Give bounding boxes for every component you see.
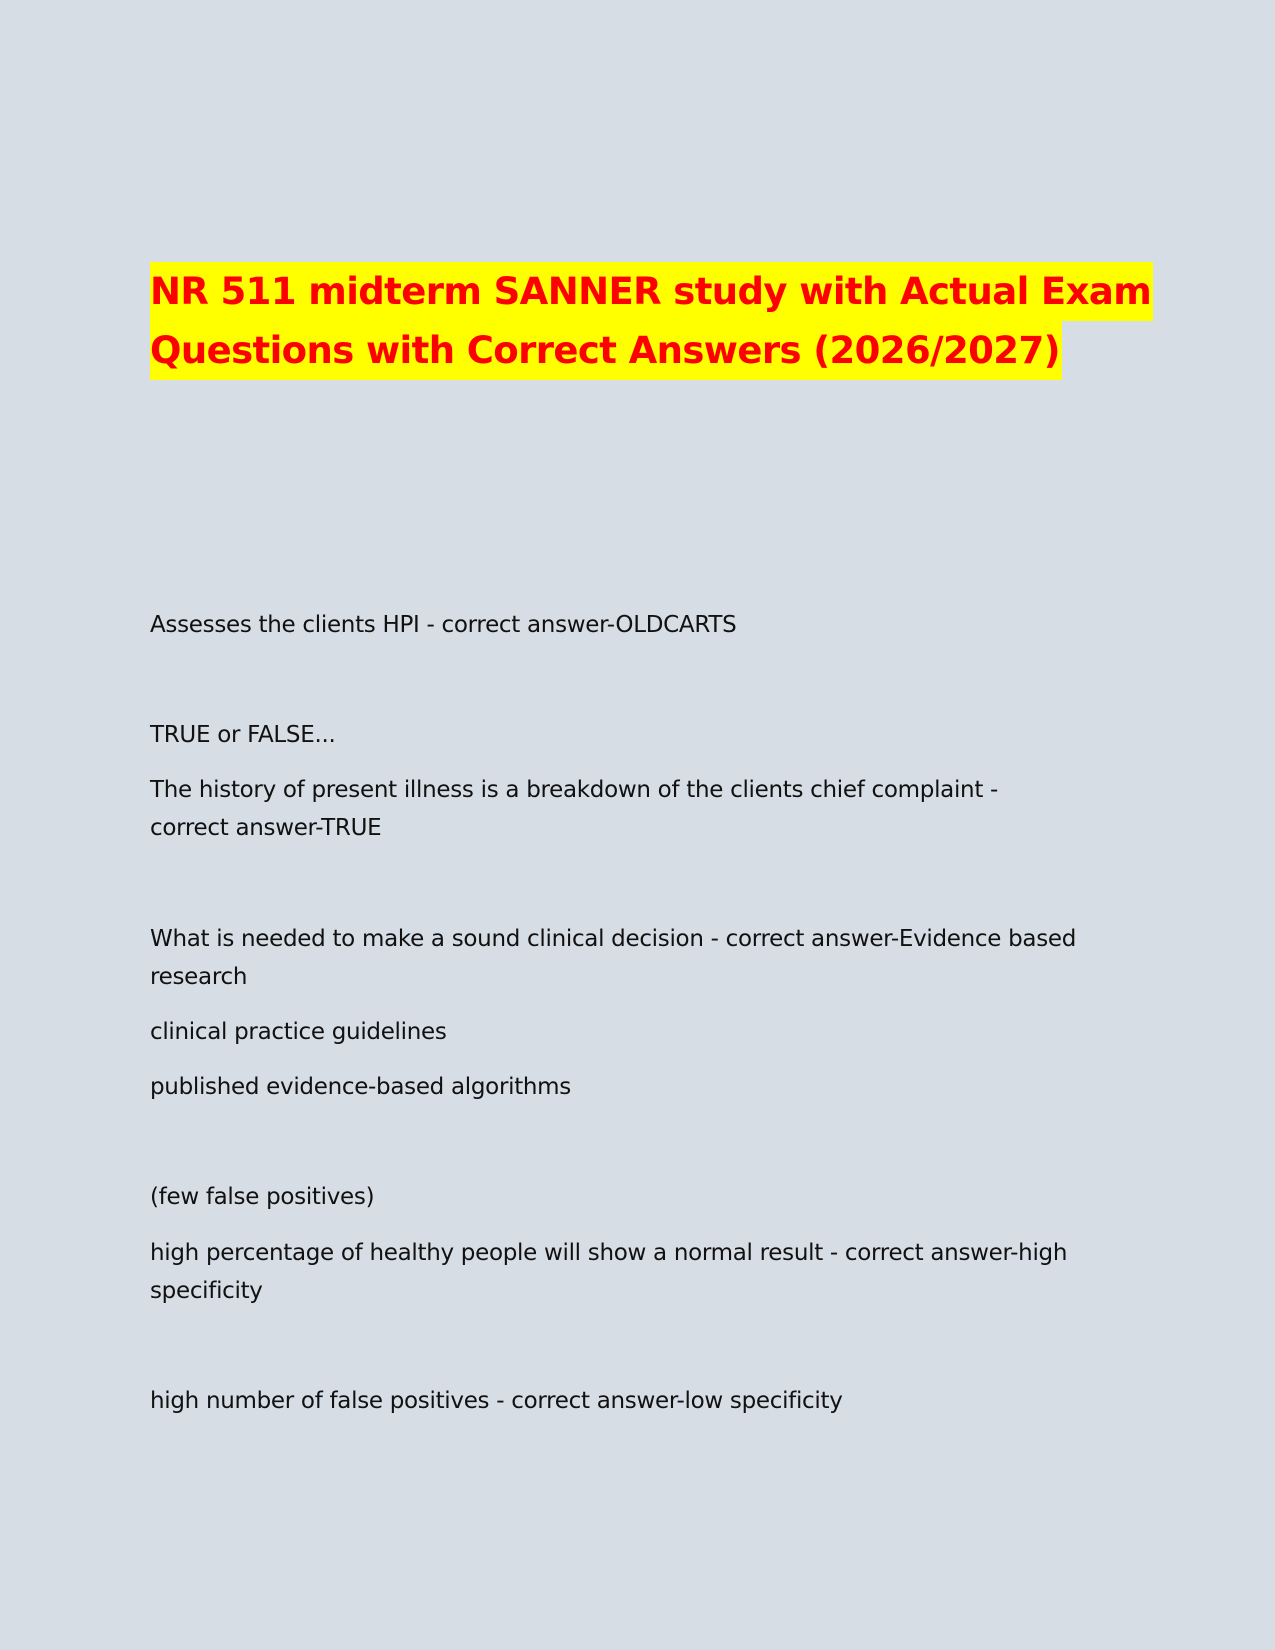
paragraph-clinical-decision-line-1: What is needed to make a sound clinical decision - correct answer-Evidence based bbox=[150, 926, 1077, 952]
paragraph-true-false: TRUE or FALSE... bbox=[150, 722, 336, 748]
title-line-2: Questions with Correct Answers (2026/2027) bbox=[150, 321, 1062, 380]
document-title bbox=[150, 262, 1152, 380]
paragraph-low-specificity: high number of false positives - correct answer-low specificity bbox=[150, 1388, 843, 1414]
paragraph-high-specificity-line-2: specificity bbox=[150, 1278, 263, 1304]
paragraph-algorithms: published evidence-based algorithms bbox=[150, 1074, 571, 1100]
paragraph-guidelines: clinical practice guidelines bbox=[150, 1019, 447, 1045]
paragraph-hpi-breakdown-line-1: The history of present illness is a breakdown of the clients chief complaint - bbox=[150, 777, 999, 803]
paragraph-clinical-decision-line-2: research bbox=[150, 964, 248, 990]
title-line-1: NR 511 midterm SANNER study with Actual Exam bbox=[150, 262, 1153, 321]
paragraph-hpi: Assesses the clients HPI - correct answer-OLDCARTS bbox=[150, 612, 737, 638]
paragraph-hpi-breakdown-line-2: correct answer-TRUE bbox=[150, 815, 382, 841]
paragraph-few-false-positives: (few false positives) bbox=[150, 1184, 375, 1210]
paragraph-high-specificity-line-1: high percentage of healthy people will show a normal result - correct answer-high bbox=[150, 1240, 1068, 1266]
